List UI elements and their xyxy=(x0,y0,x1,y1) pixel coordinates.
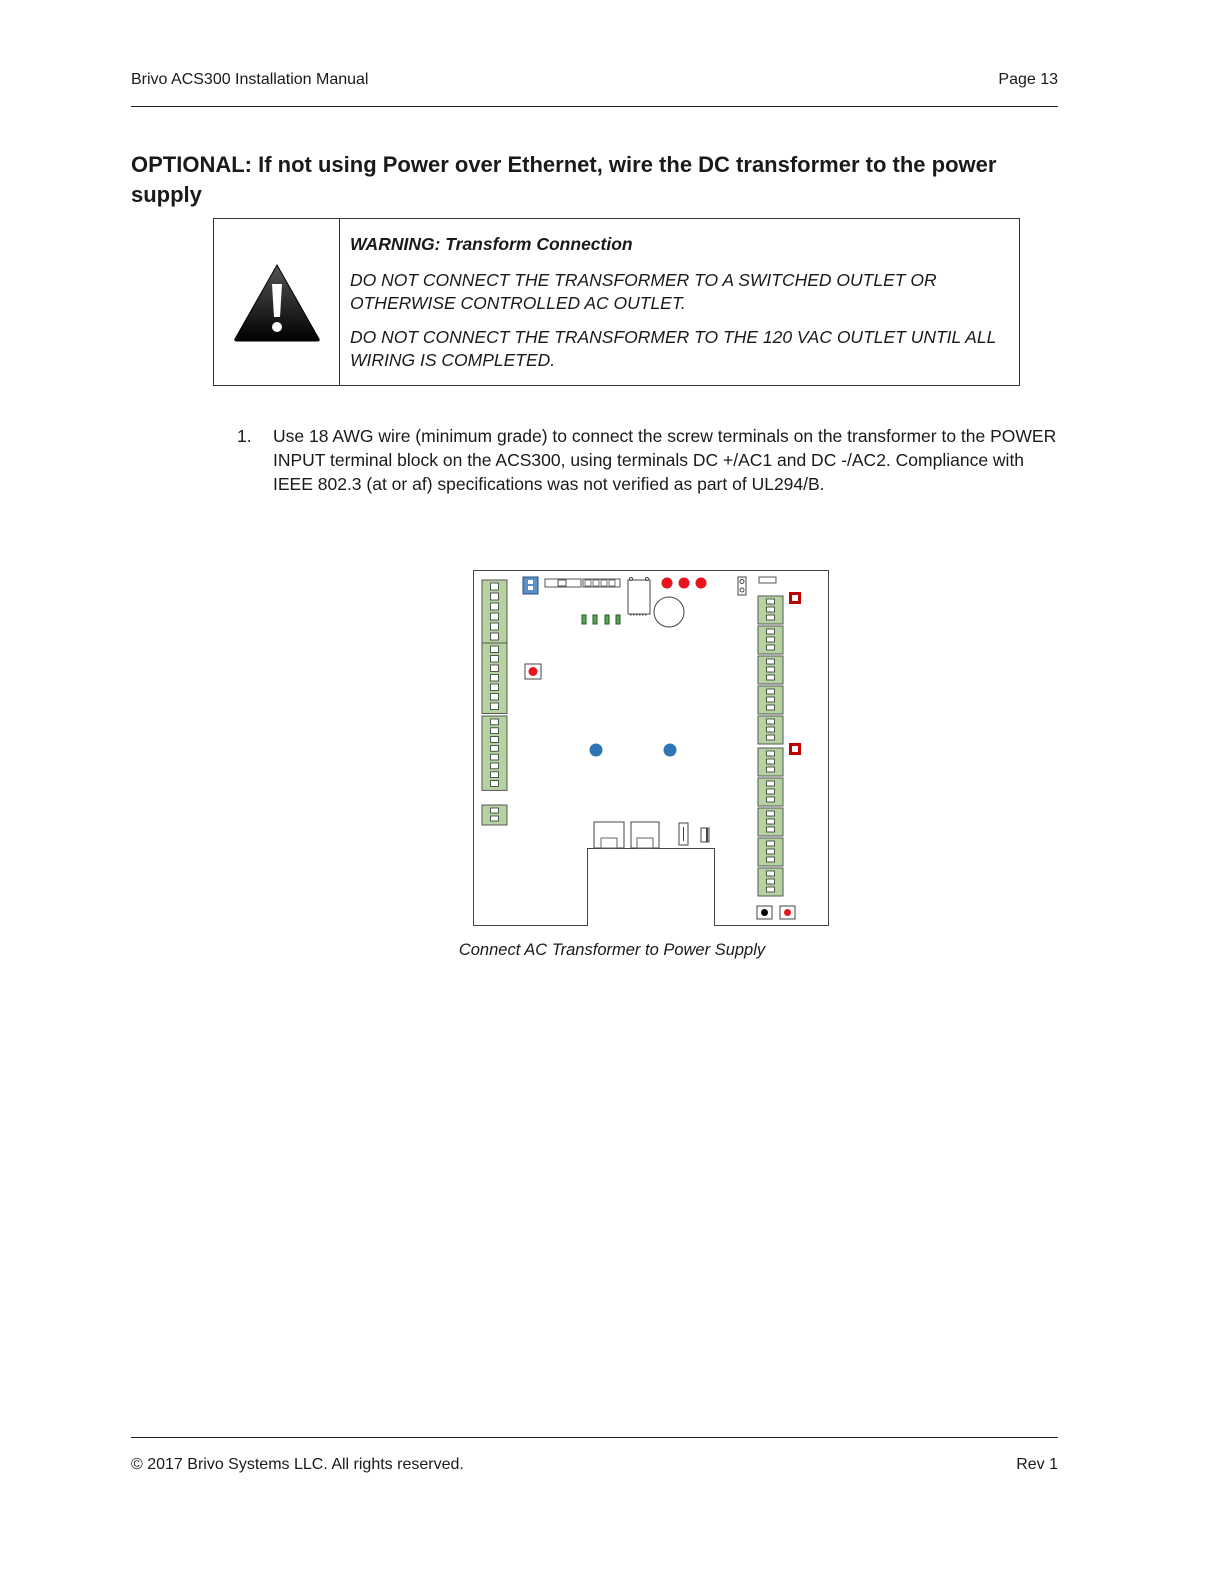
red-connector-inner xyxy=(792,595,798,601)
terminal-screw xyxy=(491,623,499,630)
terminal-screw xyxy=(491,583,499,590)
warning-icon-cell xyxy=(214,219,340,385)
terminal-screw xyxy=(767,599,775,604)
step-number: 1. xyxy=(237,426,252,446)
terminal-screw xyxy=(491,613,499,620)
step-item xyxy=(237,424,1067,496)
terminal-screw xyxy=(767,629,775,634)
terminal-screw xyxy=(767,849,775,854)
terminal-screw xyxy=(767,615,775,620)
mounting-hole xyxy=(664,744,677,757)
terminal-screw xyxy=(491,772,499,778)
terminal-screw xyxy=(767,735,775,740)
terminal-screw xyxy=(491,593,499,600)
terminal-screw xyxy=(491,816,499,821)
terminal-screw xyxy=(767,789,775,794)
acs300-board-svg xyxy=(473,570,830,927)
terminal-screw xyxy=(491,763,499,769)
terminal-screw xyxy=(767,689,775,694)
terminal-screw xyxy=(767,727,775,732)
terminal-screw xyxy=(767,607,775,612)
terminal-screw xyxy=(767,667,775,672)
terminal-screw xyxy=(767,879,775,884)
terminal-screw xyxy=(491,656,499,663)
terminal-screw xyxy=(491,745,499,751)
terminal-screw xyxy=(491,646,499,653)
page-footer xyxy=(131,1456,1058,1474)
header-rule xyxy=(131,106,1058,107)
status-led xyxy=(696,578,707,589)
step-text: Use 18 AWG wire (minimum grade) to connect the screw terminals on the transformer to the POWER INPUT terminal block on the ACS300, using terminals DC +/AC1 and DC -/AC2. Compliance with IEEE 802.3 (at or af) specifications was not verified as part of UL294/B. xyxy=(273,426,1057,494)
terminal-screw xyxy=(491,675,499,682)
terminal-screw xyxy=(767,841,775,846)
red-connector-inner xyxy=(792,746,798,752)
terminal-screw xyxy=(491,754,499,760)
terminal-screw xyxy=(491,703,499,710)
terminal-screw xyxy=(767,645,775,650)
terminal-screw xyxy=(491,665,499,672)
board-diagram xyxy=(473,570,830,932)
terminal-screw xyxy=(491,737,499,743)
terminal-screw xyxy=(767,637,775,642)
terminal-screw xyxy=(767,705,775,710)
terminal-screw xyxy=(491,719,499,725)
terminal-screw xyxy=(767,811,775,816)
section-heading: OPTIONAL: If not using Power over Ethernet, wire the DC transformer to the power supply xyxy=(131,152,997,207)
terminal-screw xyxy=(767,767,775,772)
revision: Rev 1 xyxy=(1016,1456,1058,1473)
page-header xyxy=(131,71,1058,95)
terminal-screw xyxy=(767,675,775,680)
terminal-screw xyxy=(767,827,775,832)
terminal-block xyxy=(482,716,507,790)
terminal-screw xyxy=(767,819,775,824)
mounting-hole xyxy=(590,744,603,757)
terminal-screw xyxy=(767,781,775,786)
terminal-screw xyxy=(767,871,775,876)
terminal-screw xyxy=(767,751,775,756)
terminal-screw xyxy=(491,684,499,691)
terminal-screw xyxy=(491,728,499,734)
footer-rule xyxy=(131,1437,1058,1438)
terminal-screw xyxy=(767,759,775,764)
status-led xyxy=(679,578,690,589)
terminal-screw xyxy=(491,633,499,640)
manual-title: Brivo ACS300 Installation Manual xyxy=(131,71,369,88)
terminal-screw xyxy=(491,694,499,701)
terminal-screw xyxy=(767,659,775,664)
terminal-screw xyxy=(491,808,499,813)
terminal-screw xyxy=(767,719,775,724)
warning-triangle-icon xyxy=(232,262,322,342)
warning-box xyxy=(213,218,1020,386)
figure-caption: Connect AC Transformer to Power Supply xyxy=(458,941,766,959)
warning-paragraph-2: DO NOT CONNECT THE TRANSFORMER TO THE 120 VAC OUTLET UNTIL ALL WIRING IS COMPLETED. xyxy=(350,327,996,370)
terminal-screw xyxy=(767,857,775,862)
terminal-screw xyxy=(491,781,499,787)
warning-text xyxy=(340,219,1019,385)
page-number: Page 13 xyxy=(998,71,1058,88)
terminal-screw xyxy=(491,603,499,610)
warning-paragraph-1: DO NOT CONNECT THE TRANSFORMER TO A SWITCHED OUTLET OR OTHERWISE CONTROLLED AC OUTLET. xyxy=(350,270,937,313)
terminal-screw xyxy=(767,887,775,892)
status-led xyxy=(662,578,673,589)
copyright: © 2017 Brivo Systems LLC. All rights reserved. xyxy=(131,1456,464,1473)
terminal-screw xyxy=(767,697,775,702)
terminal-screw xyxy=(767,797,775,802)
warning-title: WARNING: Transform Connection xyxy=(350,234,633,254)
